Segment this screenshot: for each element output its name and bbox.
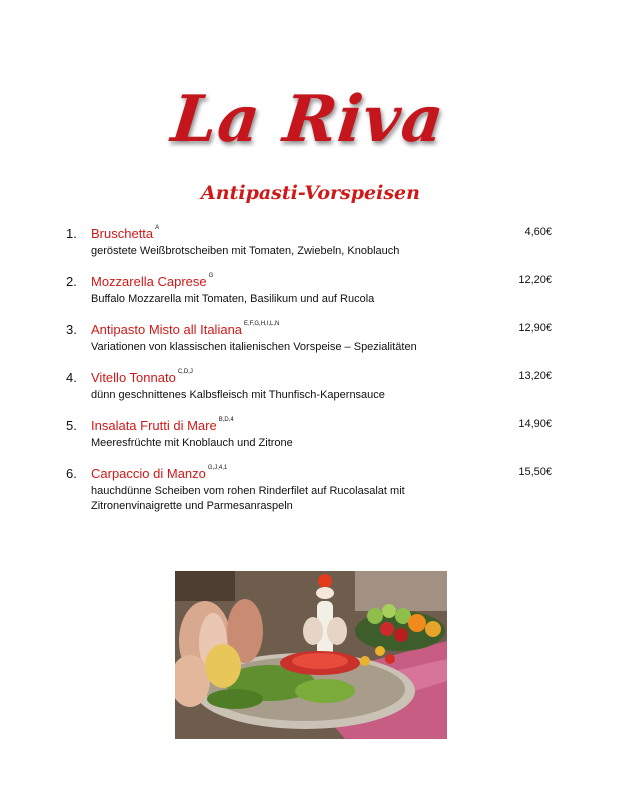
item-name: Bruschetta $^A$ bbox=[91, 225, 160, 241]
item-price: 15,50€ bbox=[518, 466, 552, 478]
item-price: 12,90€ bbox=[518, 322, 552, 334]
item-price: 13,20€ bbox=[518, 370, 552, 382]
allergen-codes: B,D,4 bbox=[218, 417, 234, 423]
antipasti-platter-illustration bbox=[175, 571, 447, 739]
item-number: 6. bbox=[66, 466, 77, 481]
allergen-codes: G,J,4,1 bbox=[207, 465, 228, 471]
item-name: Antipasto Misto all Italiana $^{E,F,G,H,I,L,N}$ bbox=[91, 321, 280, 337]
allergen-codes: E,F,G,H,I,L,N bbox=[244, 321, 280, 327]
item-price: 4,60€ bbox=[524, 226, 552, 238]
item-description: Buffalo Mozzarella mit Tomaten, Basilikum und auf Rucola bbox=[91, 293, 375, 305]
item-description: dünn geschnittenes Kalbsfleisch mit Thunfisch-Kapernsauce bbox=[91, 389, 385, 401]
item-price: 12,20€ bbox=[518, 274, 552, 286]
item-name: Mozzarella Caprese $^G$ bbox=[91, 273, 214, 289]
item-description: Variationen von klassischen italienischen Vorspeise – Spezialitäten bbox=[91, 341, 417, 353]
restaurant-logo: La Riva bbox=[168, 82, 448, 157]
item-number: 5. bbox=[66, 418, 77, 433]
item-price: 14,90€ bbox=[518, 418, 552, 430]
item-description: hauchdünne Scheiben vom rohen Rinderfilet auf Rucolasalat mit Zitronenvinaigrette und Parmesanraspeln bbox=[91, 485, 405, 512]
item-number: 3. bbox=[66, 322, 77, 337]
item-description: Meeresfrüchte mit Knoblauch und Zitrone bbox=[91, 437, 293, 449]
item-name: Carpaccio di Manzo $^{G,J,4,1}$ bbox=[91, 465, 228, 481]
food-photo bbox=[175, 571, 447, 739]
allergen-codes: C,D,J bbox=[177, 369, 193, 375]
item-name: Insalata Frutti di Mare $^{B,D,4}$ bbox=[91, 417, 234, 433]
item-name: Vitello Tonnato $^{C,D,J}$ bbox=[91, 369, 193, 385]
allergen-codes: G bbox=[208, 273, 214, 279]
item-description: geröstete Weißbrotscheiben mit Tomaten, Zwiebeln, Knoblauch bbox=[91, 245, 400, 257]
section-title: Antipasti-Vorspeisen bbox=[201, 182, 420, 204]
allergen-codes: A bbox=[155, 225, 160, 231]
item-number: 4. bbox=[66, 370, 77, 385]
item-number: 2. bbox=[66, 274, 77, 289]
item-number: 1. bbox=[66, 226, 77, 241]
